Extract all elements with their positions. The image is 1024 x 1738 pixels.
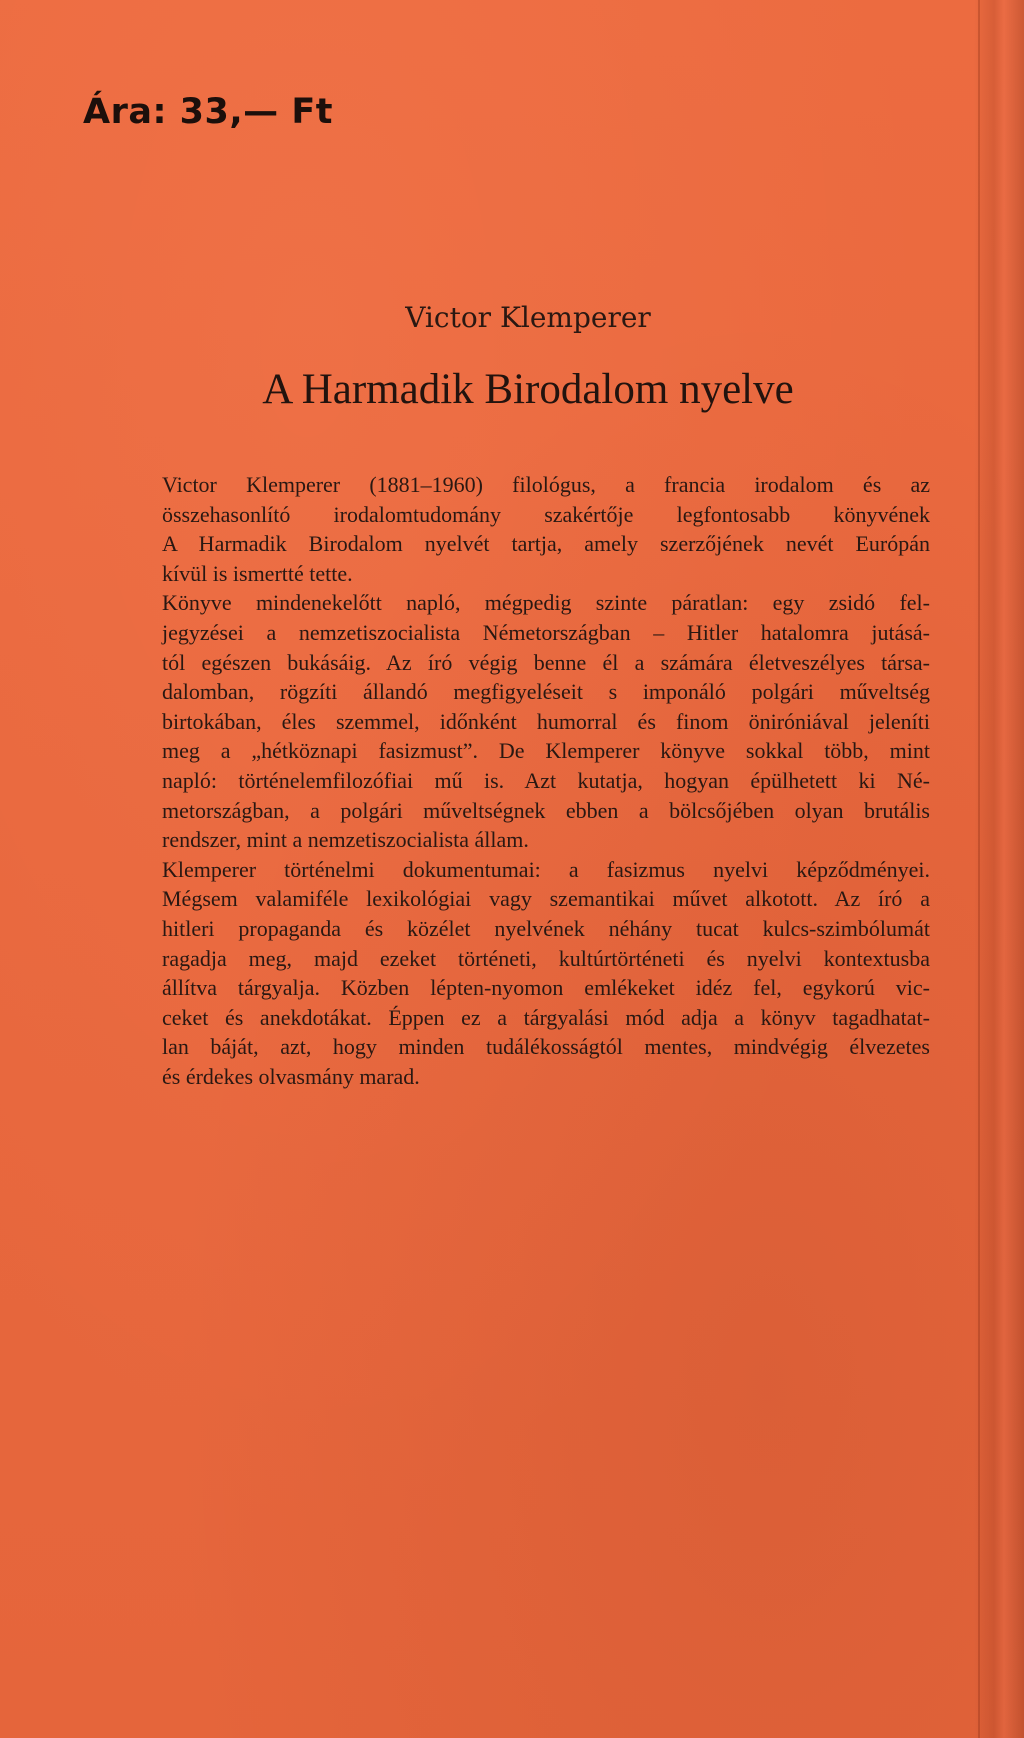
blurb-line: rendszer, mint a nemzetiszocialista állam. bbox=[162, 827, 529, 853]
blurb-line: és érdekes olvasmány marad. bbox=[162, 1063, 420, 1089]
price-label: Ára: 33,— Ft bbox=[83, 92, 333, 132]
blurb-line: Könyve mindenekelőtt napló, mégpedig szinte páratlan: egy zsidó fel- bbox=[162, 590, 930, 616]
blurb-line: tól egészen bukásáig. Az író végig benne él a számára életveszélyes társa- bbox=[162, 649, 930, 675]
blurb-line: Klemperer történelmi dokumentumai: a fasizmus nyelvi képződményei. bbox=[162, 856, 930, 882]
fold-line bbox=[978, 0, 980, 1738]
blurb-line: állítva tárgyalja. Közben lépten-nyomon emlékeket idéz fel, egykorú vic- bbox=[162, 975, 930, 1001]
blurb-line: dalomban, rögzíti állandó megfigyeléseit s imponáló polgári műveltség bbox=[162, 679, 930, 705]
spine-edge bbox=[974, 0, 1024, 1738]
blurb-line: lan báját, azt, hogy minden tudálékosságtól mentes, mindvégig élvezetes bbox=[162, 1034, 930, 1060]
blurb-line: jegyzései a nemzetiszocialista Németországban – Hitler hatalomra jutásá- bbox=[162, 619, 930, 645]
blurb-line: meg a „hétköznapi fasizmust”. De Klemperer könyve sokkal több, mint bbox=[162, 738, 930, 764]
blurb-line: ragadja meg, majd ezeket történeti, kultúrtörténeti és nyelvi kontextusba bbox=[162, 945, 930, 971]
blurb-line: kívül is ismertté tette. bbox=[162, 560, 353, 586]
blurb-line: metországban, a polgári műveltségnek ebben a bölcsőjében olyan brutális bbox=[162, 797, 930, 823]
blurb-line: napló: történelemfilozófiai mű is. Azt kutatja, hogyan épülhetett ki Né- bbox=[162, 767, 930, 793]
blurb-line: Victor Klemperer (1881–1960) filológus, a francia irodalom és az bbox=[162, 472, 930, 497]
blurb-text bbox=[162, 470, 930, 1091]
blurb-line: hitleri propaganda és közélet nyelvének néhány tucat kulcs-szimbólumát bbox=[162, 915, 930, 941]
blurb-paragraph bbox=[162, 470, 930, 588]
book-title: A Harmadik Birodalom nyelve bbox=[262, 366, 794, 413]
blurb-line: ceket és anekdotákat. Éppen ez a tárgyalási mód adja a könyv tagadhatat- bbox=[162, 1004, 930, 1030]
blurb-line: birtokában, éles szemmel, időnként humorral és finom öniróniával jeleníti bbox=[162, 708, 930, 734]
blurb-line: Mégsem valamiféle lexikológiai vagy szemantikai művet alkotott. Az író a bbox=[162, 886, 930, 912]
blurb-line: A Harmadik Birodalom nyelvét tartja, amely szerzőjének nevét Európán bbox=[162, 531, 930, 557]
blurb-line: összehasonlító irodalomtudomány szakértője legfontosabb könyvének bbox=[162, 501, 930, 527]
blurb-paragraph bbox=[162, 855, 930, 1092]
blurb-paragraph bbox=[162, 588, 930, 854]
author-name: Victor Klemperer bbox=[405, 301, 651, 334]
